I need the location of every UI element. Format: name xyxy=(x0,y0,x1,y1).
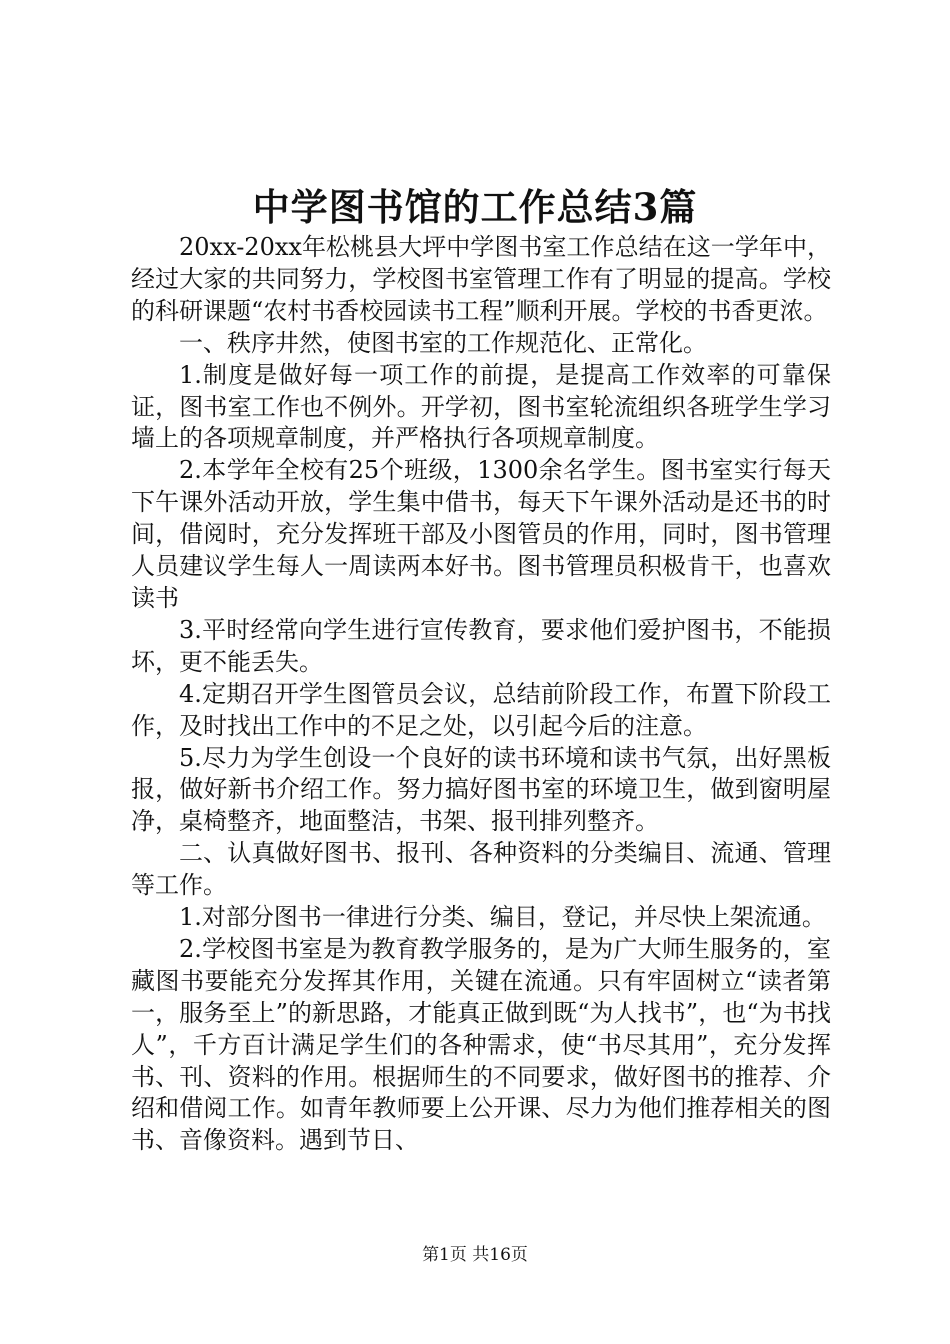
page-footer: 第1页 共16页 xyxy=(422,1245,528,1265)
paragraph-item-1-3: 3.平时经常向学生进行宣传教育，要求他们爱护图书，不能损坏，更不能丢失。 xyxy=(131,615,831,676)
paragraph-section-2-heading: 二、认真做好图书、报刊、各种资料的分类编目、流通、管理等工作。 xyxy=(131,839,831,900)
paragraph-item-1-5: 5.尽力为学生创设一个良好的读书环境和读书气氛，出好黑板报，做好新书介绍工作。努力搞好图书室的环境卫生，做到窗明屋净，桌椅整齐，地面整洁，书架、报刊排列整齐。 xyxy=(131,743,831,836)
paragraph-item-2-2: 2.学校图书室是为教育教学服务的，是为广大师生服务的，室藏图书要能充分发挥其作用，关键在流通。只有牢固树立“读者第一，服务至上”的新思路，才能真正做到既“为人找书”，也“为书找人”，千方百计满足学生们的各种需求，使“书尽其用”，充分发挥书、刊、资料的作用。根据师生的不同要求，做好图书的推荐、介绍和借阅工作。如青年教师要上公开课、尽力为他们推荐相关的图书、音像资料。遇到节日、 xyxy=(131,934,831,1155)
paragraph-item-1-4: 4.定期召开学生图管员会议，总结前阶段工作，布置下阶段工作，及时找出工作中的不足之处，以引起今后的注意。 xyxy=(131,679,831,740)
paragraph-item-2-1: 1.对部分图书一律进行分类、编目，登记，并尽快上架流通。 xyxy=(179,903,826,932)
document-body xyxy=(131,232,831,1157)
paragraph-section-1-heading: 一、秩序井然，使图书室的工作规范化、正常化。 xyxy=(179,328,707,357)
paragraph-item-1-1: 1.制度是做好每一项工作的前提，是提高工作效率的可靠保证，图书室工作也不例外。开学初，图书室轮流组织各班学生学习墙上的各项规章制度，并严格执行各项规章制度。 xyxy=(131,360,831,453)
document-title: 中学图书馆的工作总结3篇 xyxy=(252,185,698,229)
paragraph-intro: 20xx-20xx年松桃县大坪中学图书室工作总结在这一学年中，经过大家的共同努力，学校图书室管理工作有了明显的提高。学校的科研课题“农村书香校园读书工程”顺利开展。学校的书香更浓。 xyxy=(131,233,831,325)
paragraph-item-1-2: 2.本学年全校有25个班级，1300余名学生。图书室实行每天下午课外活动开放，学生集中借书，每天下午课外活动是还书的时间，借阅时，充分发挥班干部及小图管员的作用，同时，图书管理人员建议学生每人一周读两本好书。图书管理员积极肯干，也喜欢读书 xyxy=(131,456,831,612)
